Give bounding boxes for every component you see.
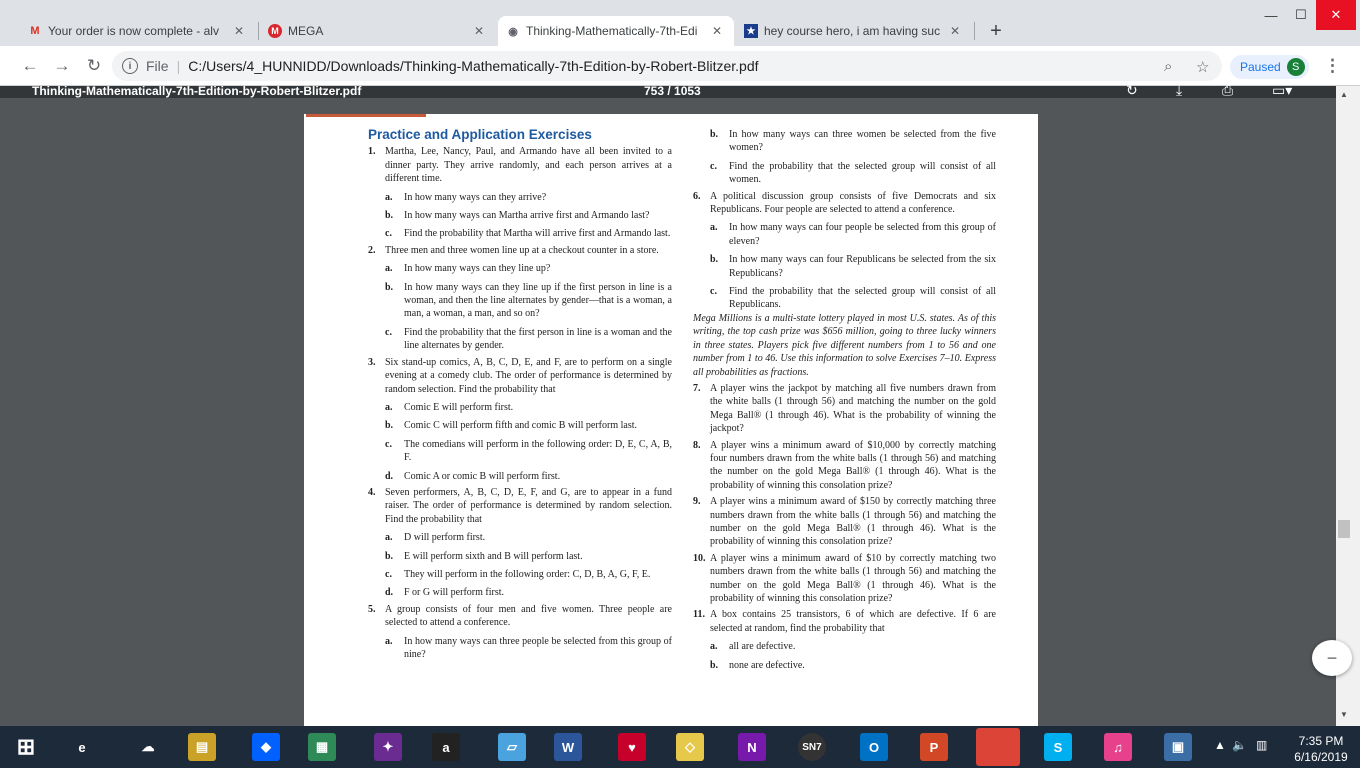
vertical-scrollbar[interactable] [1336, 86, 1360, 726]
exercise-number: 4. [368, 486, 376, 498]
exercise-part [368, 568, 672, 581]
part-text: E will perform sixth and B will perform last. [404, 550, 583, 562]
exercise-item [693, 495, 996, 549]
exercise-part [693, 128, 996, 155]
part-text: The comedians will perform in the following order: D, E, C, A, B, F. [404, 438, 672, 464]
part-letter: c. [710, 286, 717, 298]
part-text: Find the probability that the selected group will consist of all women. [729, 160, 996, 186]
part-letter: a. [710, 641, 718, 653]
file-explorer-icon[interactable]: ▤ [188, 733, 216, 761]
part-letter: c. [385, 228, 392, 240]
part-text: In how many ways can they arrive? [404, 191, 547, 203]
exercise-part [693, 160, 996, 187]
exercise-item [693, 382, 996, 436]
exercise-part [693, 659, 996, 672]
part-text: F or G will perform first. [404, 587, 504, 599]
onedrive-icon[interactable]: ☁ [134, 733, 162, 761]
star-icon: ★ [744, 24, 758, 38]
url-scheme: File [146, 58, 169, 74]
skype-icon[interactable]: S [1044, 733, 1072, 761]
part-letter: b. [385, 550, 394, 562]
exercise-item [693, 190, 996, 217]
part-text: In how many ways can Martha arrive first and Armando last? [404, 210, 650, 222]
exercise-item [693, 552, 996, 606]
part-letter: b. [385, 210, 394, 222]
part-text: Find the probability that the first person in line is a woman and the line alternates by gender. [404, 326, 672, 352]
exercise-part [368, 209, 672, 222]
scrollbar-thumb[interactable] [1338, 520, 1350, 538]
exercise-text: A player wins a minimum award of $10,000 by correctly matching four numbers drawn from the white balls (1 through 56) and matching the number on the gold Mega Ball® (1 through 46). What is the probability of winning this consolation prize? [710, 439, 996, 491]
photos-icon[interactable]: ▣ [1164, 733, 1192, 761]
taskbar [0, 726, 1360, 768]
pdf-page [304, 114, 1038, 726]
part-letter: b. [710, 254, 719, 266]
url-text[interactable]: C:/Users/4_HUNNIDD/Downloads/Thinking-Mathematically-7th-Edition-by-Robert-Blitzer.pdf [188, 58, 759, 74]
exercise-part [693, 221, 996, 248]
part-letter: a. [385, 191, 393, 203]
mega-icon: M [268, 24, 282, 38]
exercise-text: Seven performers, A, B, C, D, E, F, and G, are to appear in a fund raiser. The order of performance is determined by random selection. Find the probability that [385, 486, 672, 525]
part-letter: a. [385, 532, 393, 544]
exercise-text: Six stand-up comics, A, B, C, D, E, and F, are to perform on a single evening at a comedy club. The order of performance is determined by random selection. Find the probability that [385, 356, 672, 395]
section-heading: Practice and Application Exercises [368, 127, 592, 142]
exercise-part [368, 401, 672, 414]
close-icon[interactable]: ✕ [949, 24, 961, 38]
part-text: In how many ways can four Republicans be selected from the six Republicans? [729, 254, 996, 279]
exercise-number: 5. [368, 603, 376, 615]
exercise-number: 3. [368, 356, 376, 368]
menu-icon[interactable]: ⋮ [1324, 56, 1341, 75]
part-letter: b. [710, 129, 719, 140]
exercise-number: 9. [693, 496, 701, 508]
clock-date: 6/16/2019 [1294, 750, 1348, 764]
part-text: In how many ways can they line up if the first person in line is a woman, and then the line alternates by gender—that is a woman, a man, a woman, a man, and so on? [404, 281, 672, 320]
exercise-part [368, 586, 672, 599]
exercise-number: 6. [693, 190, 701, 202]
part-letter: c. [385, 438, 392, 450]
volume-icon[interactable]: 🔈 [1232, 738, 1247, 752]
info-icon[interactable]: i [122, 58, 138, 74]
page-indicator[interactable]: 753 / 1053 [644, 84, 701, 98]
address-bar[interactable] [112, 51, 1222, 81]
exercise-part [368, 227, 672, 240]
part-letter: a. [710, 222, 718, 234]
system-clock[interactable] [1286, 733, 1356, 765]
exercise-part [368, 550, 672, 563]
exercise-number: 8. [693, 439, 701, 451]
tab-title: Your order is now complete - alv [48, 24, 219, 38]
part-text: In how many ways can three people be selected from this group of nine? [404, 635, 672, 660]
pdf-title: Thinking-Mathematically-7th-Edition-by-Robert-Blitzer.pdf [32, 84, 362, 98]
scroll-down-icon[interactable]: ▼ [1340, 710, 1348, 719]
exercise-item [693, 439, 996, 493]
address-toolbar [0, 46, 1360, 86]
bookmark-star-icon[interactable]: ☆ [1196, 59, 1210, 76]
part-text: Find the probability that the selected group will consist of all Republicans. [729, 286, 996, 311]
part-letter: b. [385, 281, 394, 293]
part-letter: b. [385, 420, 394, 432]
notes-icon[interactable]: ▱ [498, 733, 526, 761]
part-text: Comic A or comic B will perform first. [404, 470, 561, 482]
ie-icon[interactable]: e [68, 733, 96, 761]
close-window-button[interactable]: ✕ [1316, 0, 1356, 30]
exercise-part [368, 281, 672, 321]
part-letter: a. [385, 635, 393, 647]
exercise-item [693, 608, 996, 635]
exercise-part [368, 191, 672, 204]
right-column [693, 128, 996, 672]
exercise-part [693, 640, 996, 653]
iheart-icon[interactable]: ♥ [618, 733, 646, 761]
pdf-viewer[interactable] [0, 98, 1336, 726]
part-letter: c. [385, 326, 392, 338]
part-letter: a. [385, 263, 393, 275]
part-letter: d. [385, 587, 394, 599]
exercise-text: Martha, Lee, Nancy, Paul, and Armando have all been invited to a dinner party. They arrive randomly, and each person arrives at a different time. [385, 146, 672, 185]
tab-order-complete[interactable] [20, 16, 256, 46]
close-icon[interactable]: ✕ [711, 24, 723, 38]
minimize-button[interactable]: — [1264, 7, 1278, 23]
maximize-button[interactable]: ☐ [1295, 7, 1307, 22]
dropbox-icon[interactable]: ◆ [252, 733, 280, 761]
amazon-icon[interactable]: a [432, 733, 460, 761]
exercise-text: A player wins a minimum award of $150 by correctly matching three numbers drawn from the white balls (1 through 56) and matching the number on the gold Mega Ball® (1 through 46). What is the probability of winning this consolation prize? [710, 496, 996, 548]
part-letter: c. [385, 568, 392, 580]
scroll-up-icon[interactable]: ▲ [1340, 90, 1348, 99]
word-icon[interactable]: W [554, 733, 582, 761]
exercise-item [368, 603, 672, 630]
powerpoint-icon[interactable]: P [920, 733, 948, 761]
exercise-number: 10. [693, 552, 706, 564]
outlook-icon[interactable]: O [860, 733, 888, 761]
tab-pdf[interactable] [498, 16, 734, 46]
lottery-intro: Mega Millions is a multi-state lottery played in most U.S. states. As of this writing, the top cash prize was $656 million, going to three lucky winners in three states. Players pick five different numbers from 1 to 56 and one number from 1 to 46. Use this information to solve Exercises 7–10. Express all probabilities as fractions. [693, 312, 996, 378]
exercise-part [368, 326, 672, 353]
exercise-part [368, 419, 672, 432]
chrome-icon[interactable]: ◎ [976, 728, 1020, 766]
part-text: none are defective. [729, 659, 805, 671]
start-icon[interactable]: ⊞ [12, 733, 40, 761]
left-column [368, 128, 672, 661]
part-text: In how many ways can three women be selected from the five women? [729, 129, 996, 154]
part-text: Comic E will perform first. [404, 401, 514, 413]
url-divider: | [176, 58, 181, 74]
gmail-icon: M [30, 25, 40, 37]
exercise-item [368, 145, 672, 185]
exercise-item [368, 486, 672, 526]
profile-button[interactable] [1230, 55, 1309, 79]
clock-time: 7:35 PM [1298, 734, 1344, 748]
exercise-item [368, 356, 672, 396]
exercise-text: Three men and three women line up at a checkout counter in a store. [385, 244, 659, 256]
exercise-part [368, 470, 672, 483]
exercise-part [368, 531, 672, 544]
globe-icon: ◉ [508, 25, 518, 38]
back-icon[interactable]: ← [21, 56, 39, 75]
exercise-number: 1. [368, 146, 376, 158]
exercise-text: A player wins the jackpot by matching all five numbers drawn from the white balls (1 through 56) and matching the number on the gold Mega Ball® (1 through 46). What is the probability of winning the jackpot? [710, 382, 996, 435]
more-options-icon[interactable]: ▭▾ [1272, 82, 1293, 98]
exercise-part [693, 253, 996, 280]
exercise-item [368, 244, 672, 257]
itunes-icon[interactable]: ♫ [1104, 733, 1132, 761]
forward-icon[interactable]: → [53, 56, 71, 75]
sticky-icon[interactable]: ◇ [676, 733, 704, 761]
part-letter: b. [710, 659, 719, 671]
sn7-icon[interactable]: SN7 [798, 733, 826, 761]
exercise-number: 11. [693, 609, 705, 621]
store-icon[interactable]: ▦ [308, 733, 336, 761]
tab-mega[interactable] [260, 16, 496, 46]
tab-course-hero[interactable] [736, 16, 972, 46]
zoom-search-icon[interactable]: ⌕ [1164, 58, 1173, 75]
network-icon[interactable]: ▥ [1256, 738, 1268, 752]
pdf-toolbar [0, 82, 1336, 98]
part-text: They will perform in the following order: C, D, B, A, G, F, E. [404, 568, 651, 580]
tab-title: MEGA [288, 24, 324, 38]
profile-status: Paused [1240, 60, 1281, 74]
exercise-text: A box contains 25 transistors, 6 of which are defective. If 6 are selected at random, find the probability that [710, 609, 996, 634]
avatar: S [1287, 58, 1305, 76]
section-accent [306, 114, 426, 117]
rotate-icon[interactable]: ↻ [1126, 82, 1138, 98]
part-letter: d. [385, 470, 394, 482]
part-text: D will perform first. [404, 532, 486, 544]
part-letter: a. [385, 401, 393, 413]
tab-strip [0, 0, 1360, 46]
part-text: Find the probability that Martha will arrive first and Armando last. [404, 228, 671, 240]
exercise-part [368, 438, 672, 465]
onenote-icon[interactable]: N [738, 733, 766, 761]
exercise-part [368, 262, 672, 275]
exercise-text: A group consists of four men and five women. Three people are selected to attend a conference. [385, 603, 672, 629]
download-icon[interactable]: ⤓ [1176, 82, 1183, 98]
close-icon[interactable]: ✕ [473, 24, 485, 38]
tab-title: Thinking-Mathematically-7th-Edi [526, 24, 698, 38]
exercise-part [368, 635, 672, 662]
close-icon[interactable]: ✕ [233, 24, 245, 38]
exercise-text: A political discussion group consists of five Democrats and six Republicans. Four people are selected to attend a conference. [710, 190, 996, 216]
print-icon[interactable]: ⎙ [1222, 82, 1234, 98]
exercise-number: 7. [693, 382, 701, 394]
exercise-text: A player wins a minimum award of $10 by correctly matching two numbers drawn from the white balls (1 through 56) and matching the number on the gold Mega Ball® (1 through 46). What is the probability of winning this consolation prize? [710, 552, 996, 604]
part-text: all are defective. [729, 641, 796, 653]
zoom-out-button[interactable]: − [1312, 640, 1352, 676]
part-text: Comic C will perform fifth and comic B will perform last. [404, 420, 638, 432]
exercise-part [693, 285, 996, 312]
tray-expand-icon[interactable]: ▲ [1214, 738, 1226, 752]
part-letter: c. [710, 160, 717, 172]
exercise-number: 2. [368, 244, 376, 256]
part-text: In how many ways can they line up? [404, 263, 551, 275]
new-tab-button[interactable]: + [990, 20, 1002, 42]
puzzle-icon[interactable]: ✦ [374, 733, 402, 761]
tab-title: hey course hero, i am having suc [764, 24, 941, 38]
reload-icon[interactable]: ↻ [86, 56, 102, 75]
part-text: In how many ways can four people be selected from this group of eleven? [729, 222, 996, 247]
